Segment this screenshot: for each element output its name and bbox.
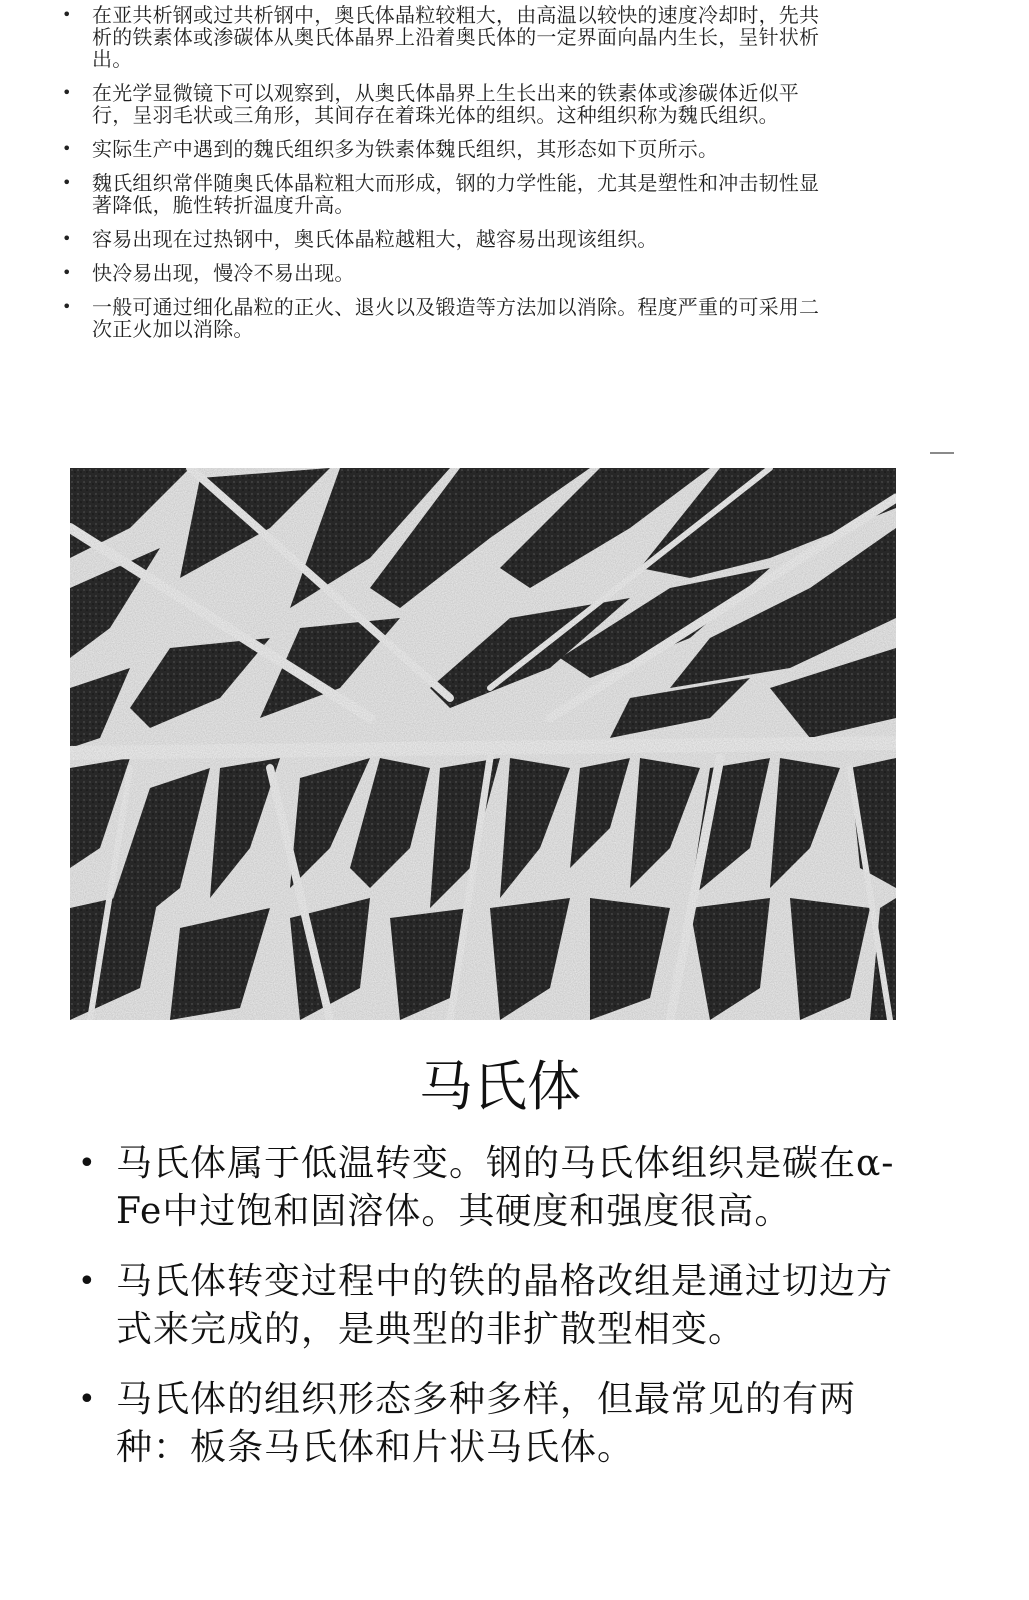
bullet-text: 在光学显微镜下可以观察到，从奥氏体晶界上生长出来的铁素体或渗碳体近似平行，呈羽毛状或三角形，其间存在着珠光体的组织。这种组织称为魏氏组织。 (92, 81, 799, 127)
widmanstatten-bullet-list (62, 4, 822, 352)
bullet-marker: • (78, 1146, 97, 1181)
bullet-marker: • (62, 5, 72, 24)
list-item (78, 1376, 908, 1472)
list-item (62, 228, 822, 250)
bullet-marker: • (62, 83, 72, 102)
page-edge-mark (930, 452, 954, 454)
bullet-text: 马氏体转变过程中的铁的晶格改组是通过切边方式来完成的，是典型的非扩散型相变。 (116, 1261, 894, 1350)
bullet-marker: • (62, 229, 72, 248)
bullet-marker: • (62, 173, 72, 192)
bullet-marker: • (62, 139, 72, 158)
bullet-text: 容易出现在过热钢中，奥氏体晶粒越粗大，越容易出现该组织。 (92, 227, 658, 251)
bullet-marker: • (78, 1264, 97, 1299)
list-item (62, 172, 822, 216)
bullet-text: 快冷易出现，慢冷不易出现。 (92, 261, 355, 285)
list-item (62, 296, 822, 340)
list-item (62, 4, 822, 70)
list-item (62, 82, 822, 126)
list-item (78, 1258, 908, 1354)
section-title: 马氏体 (419, 1055, 581, 1118)
bullet-marker: • (62, 263, 72, 282)
bullet-text: 在亚共析钢或过共析钢中，奥氏体晶粒较粗大，由高温以较快的速度冷却时，先共析的铁素体或渗碳体从奥氏体晶界上沿着奥氏体的一定界面向晶内生长，呈针状析出。 (92, 3, 820, 71)
bullet-text: 马氏体属于低温转变。钢的马氏体组织是碳在α-Fe中过饱和固溶体。其硬度和强度很高。 (116, 1143, 895, 1232)
list-item (78, 1140, 908, 1236)
bullet-text: 一般可通过细化晶粒的正火、退火以及锻造等方法加以消除。程度严重的可采用二次正火加以消除。 (92, 295, 820, 341)
list-item (62, 262, 822, 284)
bullet-text: 马氏体的组织形态多种多样，但最常见的有两种：板条马氏体和片状马氏体。 (116, 1379, 857, 1468)
list-item (62, 138, 822, 160)
widmanstatten-micrograph (70, 468, 896, 1020)
bullet-text: 实际生产中遇到的魏氏组织多为铁素体魏氏组织，其形态如下页所示。 (92, 137, 719, 161)
bullet-text: 魏氏组织常伴随奥氏体晶粒粗大而形成，钢的力学性能，尤其是塑性和冲击韧性显著降低，脆性转折温度升高。 (92, 171, 820, 217)
martensite-bullet-list (78, 1140, 908, 1494)
micrograph-image (70, 468, 896, 1020)
bullet-marker: • (78, 1382, 97, 1417)
bullet-marker: • (62, 297, 72, 316)
